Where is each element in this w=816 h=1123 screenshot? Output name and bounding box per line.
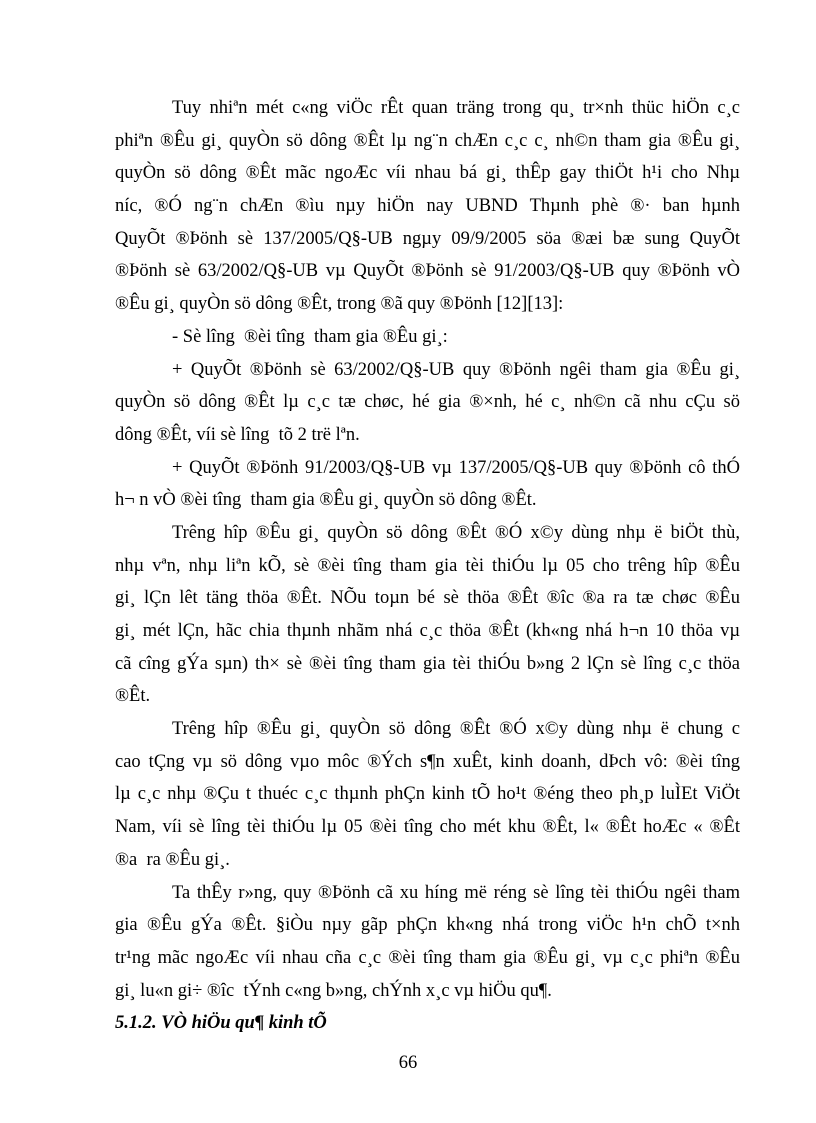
text-line: h¬ n vÒ ®èi tîng tham gia ®Êu gi¸ quyÒn sö dông ®Êt. <box>115 490 537 511</box>
text-line: dông ®Êt, víi sè lîng tõ 2 trë lªn. <box>115 424 360 445</box>
text-line: cã cîng gÝa sµn) th× sè ®èi tîng tham gia tèi thiÓu b»ng 2 lÇn sè lîng c¸c thöa <box>115 653 740 674</box>
text-line: ®a ra ®Êu gi¸. <box>115 849 230 870</box>
text-line: ®Þönh sè 63/2002/Q§-UB vµ QuyÕt ®Þönh sè 91/2003/Q§-UB quy ®Þönh vÒ <box>115 261 740 282</box>
text-line: lµ c¸c nhµ ®Çu t thuéc c¸c thµnh phÇn kinh tÕ ho¹t ®éng theo ph¸p luÌEt ViÖt <box>115 784 740 805</box>
text-line: níc, ®Ó ng¨n chÆn ®ìu nµy hiÖn nay UBND Thµnh phè ®· ban hµnh <box>115 196 740 217</box>
text-line: quyÒn sö dông ®Êt lµ c¸c tæ chøc, hé gia ®×nh, hé c¸ nh©n cã nhu cÇu sö <box>115 392 740 413</box>
text-line: ®Êu gi¸ quyÒn sö dông ®Êt, trong ®ã quy ®Þönh [12][13]: <box>115 294 564 315</box>
text-line: phiªn ®Êu gi¸ quyÒn sö dông ®Êt lµ ng¨n chÆn c¸c c¸ nh©n tham gia ®Êu gi¸ <box>115 130 740 151</box>
text-line: Nam, víi sè lîng tèi thiÓu lµ 05 ®èi tîng cho mét khu ®Êt, l« ®Êt hoÆc « ®Êt <box>115 817 740 838</box>
text-line: cao tÇng vµ sö dông vµo môc ®Ých s¶n xuÊt, kinh doanh, dÞch vô: ®èi tîng <box>115 751 740 772</box>
body-text <box>115 92 740 1040</box>
text-line: ®Êt. <box>115 686 151 707</box>
text-line: gi¸ lu«n gi÷ ®îc tÝnh c«ng b»ng, chÝnh x¸c vµ hiÖu qu¶. <box>115 980 552 1001</box>
text-line: tr¹ng mãc ngoÆc víi nhau cña c¸c ®èi tîng tham gia ®Êu gi¸ vµ c¸c phiªn ®Êu <box>115 947 740 968</box>
text-line: - Sè lîng ®èi tîng tham gia ®Êu gi¸: <box>172 326 448 347</box>
section-heading: 5.1.2. VÒ hiÖu qu¶ kinh tÕ <box>115 1013 327 1034</box>
text-line: + QuyÕt ®Þönh sè 63/2002/Q§-UB quy ®Þönh ngêi tham gia ®Êu gi¸ <box>172 359 740 380</box>
text-line: gi¸ lÇn lêt täng thöa ®Êt. NÕu toµn bé sè thöa ®Êt ®îc ®a ra tæ chøc ®Êu <box>115 588 740 609</box>
text-line: Trêng hîp ®Êu gi¸ quyÒn sö dông ®Êt ®Ó x©y dùng nhµ ë chung c <box>172 719 740 740</box>
page-number: 66 <box>398 1053 418 1073</box>
text-line: QuyÕt ®Þönh sè 137/2005/Q§-UB ngµy 09/9/2005 söa ®æi bæ sung QuyÕt <box>115 228 740 249</box>
text-line: + QuyÕt ®Þönh 91/2003/Q§-UB vµ 137/2005/Q§-UB quy ®Þönh cô thÓ <box>172 457 740 478</box>
text-line: gia ®Êu gÝa ®Êt. §iÒu nµy gãp phÇn kh«ng nhá trong viÖc h¹n chÕ t×nh <box>115 915 740 936</box>
text-line: Tuy nhiªn mét c«ng viÖc rÊt quan träng trong qu¸ tr×nh thüc hiÖn c¸c <box>172 98 740 118</box>
text-line: quyÒn sö dông ®Êt mãc ngoÆc víi nhau bá gi¸ thÊp gay thiÖt h¹i cho Nhµ <box>115 163 740 184</box>
text-line: Ta thÊy r»ng, quy ®Þönh cã xu híng më réng sè lîng tèi thiÓu ngêi tham <box>172 882 740 903</box>
text-line: Trêng hîp ®Êu gi¸ quyÒn sö dông ®Êt ®Ó x©y dùng nhµ ë biÖt thù, <box>172 522 740 543</box>
text-line: gi¸ mét lÇn, hãc chia thµnh nhãm nhá c¸c thöa ®Êt (kh«ng nhá h¬n 10 thöa vµ <box>115 621 740 641</box>
text-line: nhµ vªn, nhµ liªn kÕ, sè ®èi tîng tham gia tèi thiÓu lµ 05 cho trêng hîp ®Êu <box>115 555 740 576</box>
